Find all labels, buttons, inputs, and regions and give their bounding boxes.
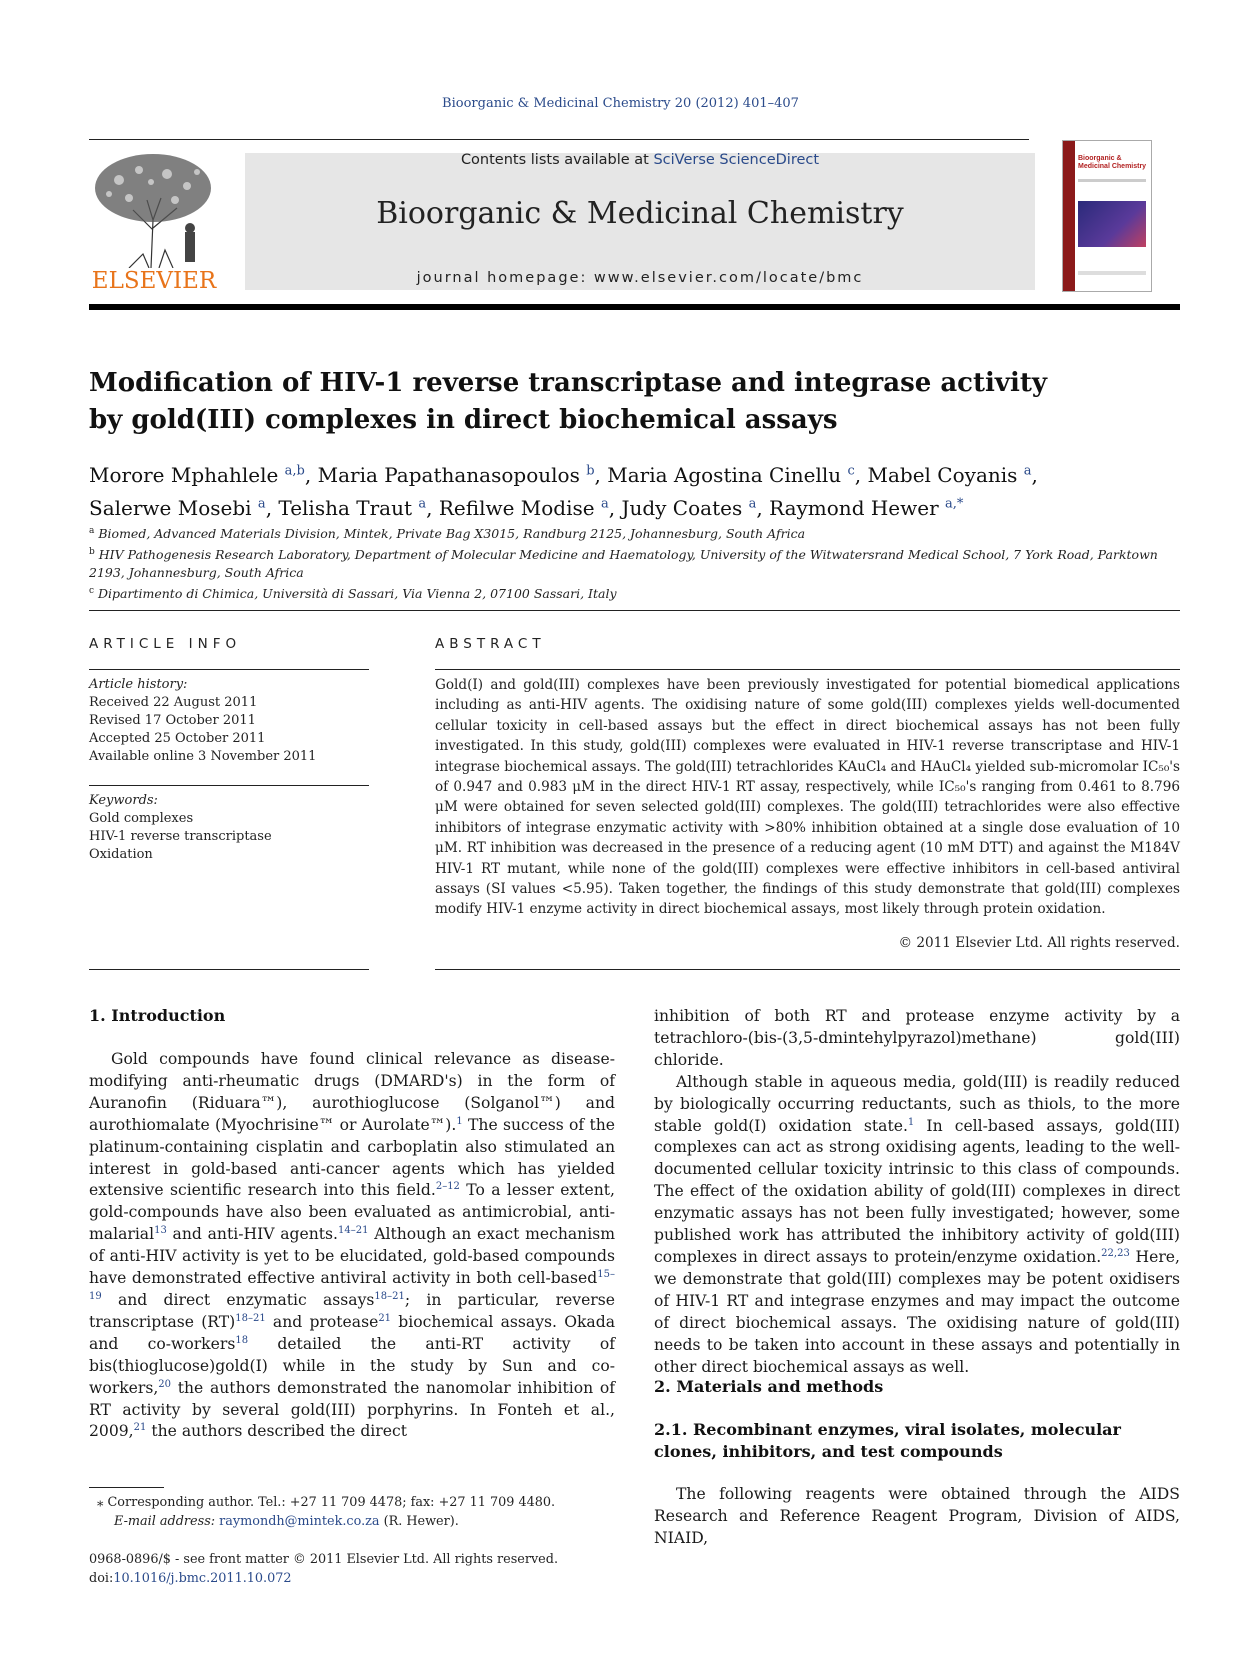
journal-cover-thumbnail[interactable] [1062,140,1152,292]
author-item: Maria Papathanasopoulos $^b$, [317,462,608,487]
article-info-bottom-rule [89,969,369,970]
article-history [89,676,369,766]
abstract-copyright: © 2011 Elsevier Ltd. All rights reserved. [898,935,1180,951]
issn-doi-footnote: 0968-0896/$ - see front matter © 2011 Elsevier Ltd. All rights reserved. doi:10.1016/j.bmc.2011.10.072 [89,1550,689,1588]
history-item: Revised 17 October 2011 [89,713,256,728]
right-paragraph-2 [654,1072,1180,1379]
right-paragraph-1: inhibition of both RT and protease enzyme activity by a tetrachloro-(bis-(3,5-dmintehylpyrazol)methane) gold(III) chloride. [654,1007,1180,1069]
section-heading-introduction: 1. Introduction [89,1006,226,1025]
text-segment: and direct enzymatic assays [101,1290,375,1309]
history-item: Accepted 25 October 2011 [89,731,266,746]
email-link[interactable]: raymondh@mintek.co.za [219,1514,380,1529]
article-title [89,365,1089,439]
affiliation-mark[interactable]: a [600,496,609,512]
article-title-line-2: by gold(III) complexes in direct biochemical assays [89,405,838,435]
affiliation-mark[interactable]: a [257,496,266,512]
journal-reference[interactable]: Bioorganic & Medicinal Chemistry 20 (2012) 401–407 [442,96,799,111]
author-item: Morore Mphahlele $^{a,b}$, [89,462,318,487]
author-line-2 [89,490,1179,524]
abstract-text: Gold(I) and gold(III) complexes have been previously investigated for potential biomedical applications including as anti-HIV agents. The oxidising nature of some gold(III) complexes yields well-documented cellular toxicity in cell-based assays but the effect in direct biochemical assays has not been fully investigated. In this study, gold(III) complexes were evaluated in HIV-1 reverse transcriptase and HIV-1 integrase biochemical assays. The gold(III) tetrachlorides KAuCl₄ and HAuCl₄ yielded sub-micromolar IC₅₀'s of 0.947 and 0.983 μM in the direct HIV-1 RT assay, respectively, while IC₅₀'s ranging from 0.461 to 8.796 μM were obtained for seven selected gold(III) complexes. The gold(III) tetrachlorides were also effective inhibitors of integrase enzymatic activity with >80% inhibition obtained at a single dose evaluation of 10 μM. RT inhibition was decreased in the presence of a reducing agent (10 mM DTT) and against the M184V HIV-1 RT mutant, while none of the gold(III) complexes were effective inhibitors in cell-based antiviral assays (SI values <5.95). Taken together, the findings of this study demonstrate that gold(III) complexes modify HIV-1 enzyme activity in direct biochemical assays, most likely through protein oxidation. [435,677,1180,918]
affiliation-mark[interactable]: c [847,463,855,478]
author-item: Refilwe Modise $^a$, [438,496,622,521]
citation-link[interactable]: 18–21 [235,1312,266,1324]
author-name: Telisha Traut [278,496,412,521]
text-segment: detailed the anti-RT activity of bis(thioglucose)gold(I) while in the study by Sun and co-workers, [89,1334,616,1397]
author-name: Refilwe Modise [438,496,595,521]
author-list [89,456,1179,523]
citation-link[interactable]: 20 [158,1378,172,1390]
citation-link[interactable]: 18–21 [374,1290,405,1302]
keywords-label: Keywords: [89,793,158,808]
article-title-line-1: Modification of HIV-1 reverse transcriptase and integrase activity [89,368,1047,398]
citation-link[interactable]: 18 [235,1334,249,1346]
author-name: Morore Mphahlele [89,462,279,487]
text-segment: biochemical assays. Okada and co-workers [89,1312,615,1353]
text-segment: and anti-HIV agents. [166,1225,339,1244]
keywords [89,792,369,864]
article-info-rule [89,669,369,670]
text-segment: The success of the platinum-containing cisplatin and carboplatin also stimulated an interest in gold-based anti-cancer agents which has yielded extensive scientific research into this field. [89,1115,615,1200]
author-item: Judy Coates $^a$, [621,496,770,521]
affiliation-mark[interactable]: b [586,463,595,478]
section-heading-methods: 2. Materials and methods [654,1377,884,1396]
text-segment: To a lesser extent, gold-compounds have also been evaluated as antimicrobial, anti-malarial [89,1181,615,1244]
affiliations [89,522,1179,603]
keyword-item: HIV-1 reverse transcriptase [89,829,272,844]
citation-link[interactable]: 22,23 [1101,1247,1130,1259]
doi-link[interactable]: 10.1016/j.bmc.2011.10.072 [113,1571,292,1586]
citation-link[interactable]: 15–19 [89,1268,615,1302]
author-line-1 [89,456,1179,490]
elsevier-wordmark: ELSEVIER [91,268,217,294]
issn-line: 0968-0896/$ - see front matter © 2011 Elsevier Ltd. All rights reserved. [89,1552,559,1567]
abstract-heading: ABSTRACT [435,636,546,652]
affiliation-mark[interactable]: a [1023,463,1032,478]
corresponding-author-footnote: ⁎ Corresponding author. Tel.: +27 11 709 4478; fax: +27 11 709 4480. E-mail address: raymondh@mintek.co.za (R. Hewer). [97,1495,556,1529]
author-item: Maria Agostina Cinellu $^c$, [607,462,868,487]
text-segment: Here, we demonstrate that gold(III) complexes may be potent oxidisers of HIV-1 RT and integrase enzymes and may impact the outcome of direct biochemical assays. The oxidising nature of gold(III) needs to be taken into account in these assays and potentially in other direct biochemical assays as well. [654,1247,1180,1376]
citation-link[interactable]: 1 [456,1115,463,1127]
keyword-item: Oxidation [89,847,153,862]
affiliation-item: $^b$ HIV Pathogenesis Research Laboratory, Department of Molecular Medicine and Haematology, University of the Witwatersrand Medical School, 7 York Road, Parktown 2193, Johannesburg, South Africa [89,547,1158,581]
abstract-bottom-rule [435,969,1180,970]
affiliation-mark[interactable]: a [418,496,427,512]
right-column [654,1006,1180,1378]
journal-title: Bioorganic & Medicinal Chemistry [376,196,904,231]
citation-link[interactable]: 14–21 [338,1225,369,1237]
affiliation-mark[interactable]: a,b [284,463,305,478]
text-segment: the authors demonstrated the nanomolar inhibition of RT activity by several gold(III) porphyrins. In Fonteh et al., 2009, [89,1378,615,1441]
star-mark: ⁎ [97,1495,104,1510]
abstract-rule [435,669,1180,670]
keyword-item: Gold complexes [89,811,194,826]
contents-prefix: Contents lists available at [460,152,654,168]
footnote-rule [89,1487,164,1488]
text-segment: Although an exact mechanism of anti-HIV activity is yet to be elucidated, gold-based compounds have demonstrated effective antiviral activity in both cell-based [89,1225,615,1288]
intro-paragraph [89,1049,615,1443]
author-name: Maria Papathanasopoulos [317,462,580,487]
cover-text-line [1078,179,1146,182]
text-segment: the authors described the direct [146,1422,407,1441]
author-item: Mabel Coyanis $^a$, [867,462,1038,487]
author-name: Raymond Hewer [769,496,939,521]
citation-link[interactable]: 1 [907,1116,915,1128]
tree-logo-icon [89,150,219,268]
citation-link[interactable]: 13 [154,1225,167,1237]
cover-footer-line [1078,271,1146,275]
cover-spine [1063,141,1075,291]
sciencedirect-link[interactable]: SciVerse ScienceDirect [653,152,820,168]
author-name: Mabel Coyanis [867,462,1018,487]
text-segment: Gold compounds have found clinical relevance as disease-modifying anti-rheumatic drugs (DMARD's) in the form of Auranofin (Riduara™), aurothioglucose (Solganol™) and aurothiomalate (Myochrisine™ or Aurolate™). [89,1050,615,1134]
header-top-rule [89,139,1029,140]
subsection-heading-2-1: 2.1. Recombinant enzymes, viral isolates, molecular clones, inhibitors, and test compounds [654,1420,1121,1461]
text-segment: In cell-based assays, gold(III) complexes can act as strong oxidising agents, leading to the well-documented cellular toxicity intrinsic to this class of compounds. The effect of the oxidation ability of gold(III) complexes in direct enzymatic assays has not been fully investigated; however, some published work has attributed the inhibitory activity of gold(III) complexes in direct assays to protein/enzyme oxidation. [654,1116,1180,1266]
text-segment: ; in particular, reverse transcriptase (RT) [89,1290,615,1331]
author-item [769,496,963,520]
affiliation-mark[interactable]: a,* [945,496,964,512]
history-label: Article history: [89,677,188,692]
affiliation-item: $^a$ Biomed, Advanced Materials Division, Mintek, Private Bag X3015, Randburg 2125, Johannesburg, South Africa [89,526,806,542]
affiliations-rule [89,610,1180,611]
methods-column [654,1484,1180,1550]
history-item: Received 22 August 2011 [89,695,258,710]
intro-column [89,1049,615,1443]
citation-link[interactable]: 2–12 [435,1181,460,1193]
text-segment: Although stable in aqueous media, gold(III) is readily reduced by biologically occurring reductants, such as thiols, to the more stable gold(I) oxidation state. [654,1072,1180,1135]
citation-link[interactable]: 21 [133,1422,147,1434]
contents-line [245,152,1035,168]
author-name: Judy Coates [621,496,743,521]
journal-homepage-link[interactable]: journal homepage: www.elsevier.com/locate/bmc [416,270,864,286]
header-thick-rule [89,304,1180,310]
author-item: Salerwe Mosebi $^a$, [89,496,279,521]
affiliation-mark[interactable]: a [748,496,757,512]
history-item: Available online 3 November 2011 [89,749,317,764]
keywords-rule [89,785,369,786]
author-item: Telisha Traut $^a$, [278,496,439,521]
affiliation-item: $^c$ Dipartimento di Chimica, Università di Sassari, Via Vienna 2, 07100 Sassari, Italy [89,586,617,602]
author-name: Maria Agostina Cinellu [607,462,842,487]
article-info-heading: ARTICLE INFO [89,636,242,652]
cover-title: Bioorganic & Medicinal Chemistry [1078,155,1147,170]
cover-image [1078,201,1146,247]
methods-paragraph: The following reagents were obtained through the AIDS Research and Reference Reagent Program, Division of AIDS, NIAID, [654,1485,1180,1547]
author-name: Salerwe Mosebi [89,496,252,521]
citation-link[interactable]: 21 [378,1312,392,1324]
text-segment: and protease [265,1312,379,1331]
